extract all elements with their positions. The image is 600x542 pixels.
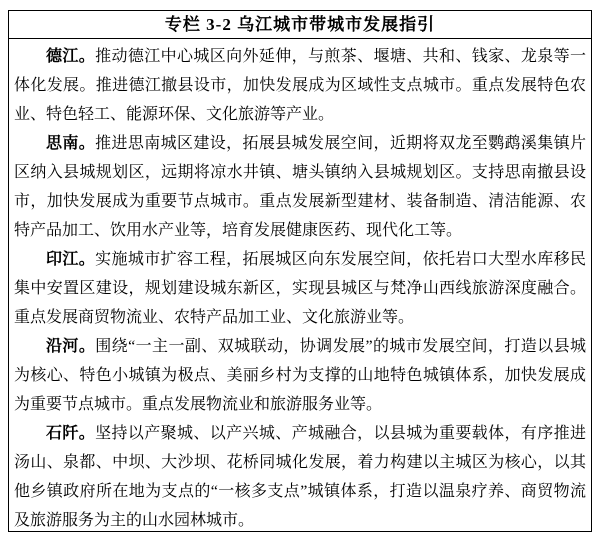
- paragraph-yinjiang: [14, 245, 586, 332]
- paragraph-dejiang: [14, 42, 586, 129]
- paragraph-lead-shiqian: 石阡。: [46, 425, 96, 442]
- paragraph-text-sinan: 推进思南城区建设，拓展县城发展空间，近期将双龙至鹦鹉溪集镇片区纳入县城规划区，远期将凉水井镇、塘头镇纳入县城规划区。支持思南撤县设市，加快发展成为重要节点城市。重点发展新型建材、装备制造、清洁能源、农特产品加工、饮用水产业等，培育发展健康医药、现代化工等。: [14, 135, 586, 239]
- paragraph-sinan: [14, 129, 586, 245]
- paragraph-lead-yinjiang: 印江。: [46, 251, 96, 268]
- development-guideline-panel: [8, 10, 592, 532]
- paragraph-shiqian: [14, 419, 586, 535]
- paragraph-text-yinjiang: 实施城市扩容工程，拓展城区向东发展空间，依托岩口大型水库移民集中安置区建设，规划建设城东新区，实现县城区与梵净山西线旅游深度融合。重点发展商贸物流业、农特产品加工业、文化旅游业等。: [14, 251, 586, 326]
- panel-title: 专栏 3-2 乌江城市带城市发展指引: [9, 11, 591, 39]
- paragraph-text-dejiang: 推动德江中心城区向外延伸，与煎茶、堰塘、共和、钱家、龙泉等一体化发展。推进德江撤县设市，加快发展成为区域性支点城市。重点发展特色农业、特色轻工、能源环保、文化旅游等产业。: [14, 48, 586, 123]
- paragraph-yanhe: [14, 332, 586, 419]
- paragraph-lead-dejiang: 德江。: [46, 48, 96, 65]
- paragraph-lead-yanhe: 沿河。: [46, 338, 96, 355]
- panel-body: [9, 39, 591, 535]
- paragraph-text-yanhe: 围绕“一主一副、双城联动，协调发展”的城市发展空间，打造以县城为核心、特色小城镇为极点、美丽乡村为支撑的山地特色城镇体系，加快发展成为重要节点城市。重点发展物流业和旅游服务业等。: [14, 338, 586, 413]
- paragraph-text-shiqian: 坚持以产聚城、以产兴城、产城融合，以县城为重要载体，有序推进汤山、泉都、中坝、大沙坝、花桥同城化发展，着力构建以主城区为核心，以其他乡镇政府所在地为支点的“一核多支点”城镇体系，打造以温泉疗养、商贸物流及旅游服务为主的山水园林城市。: [14, 425, 586, 529]
- paragraph-lead-sinan: 思南。: [46, 135, 96, 152]
